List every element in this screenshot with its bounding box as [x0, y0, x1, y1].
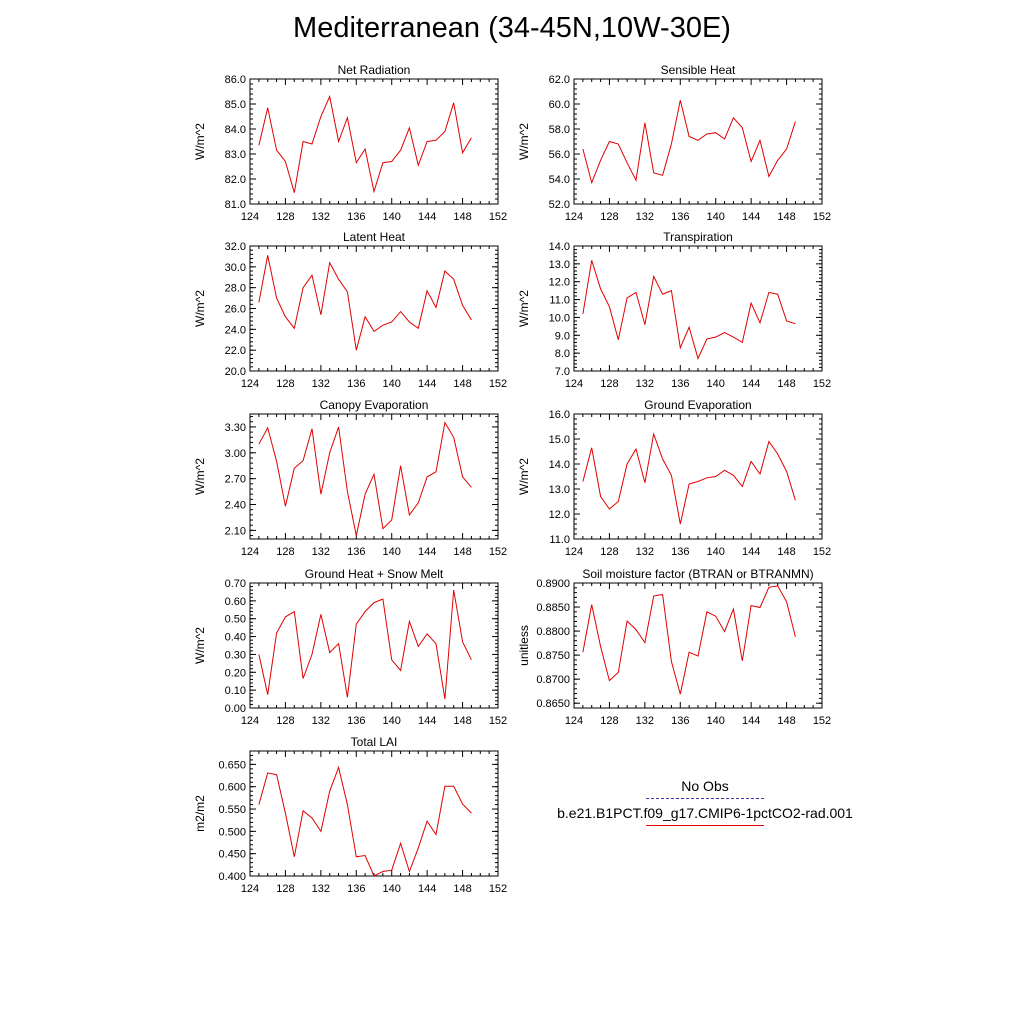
x-tick-label: 124 [240, 883, 260, 895]
y-tick-label: 56.0 [548, 149, 570, 161]
x-tick-label: 140 [382, 378, 401, 390]
y-tick-label: 7.0 [554, 366, 570, 378]
y-tick-label: 0.8850 [536, 602, 570, 615]
x-tick-label: 140 [382, 211, 401, 223]
y-tick-label: 14.0 [548, 241, 570, 253]
y-tick-label: 11.0 [549, 294, 570, 307]
x-tick-label: 140 [706, 211, 725, 223]
x-tick-label: 136 [347, 883, 366, 895]
y-tick-label: 11.0 [549, 534, 570, 546]
chart-panel-7 [193, 567, 507, 727]
x-tick-label: 140 [382, 715, 401, 727]
plot-frame [574, 414, 822, 539]
x-tick-label: 136 [671, 546, 690, 558]
y-tick-label: 54.0 [548, 174, 570, 186]
y-tick-label: 0.40 [224, 631, 246, 644]
y-tick-label: 0.8750 [536, 650, 570, 663]
figure-title: Mediterranean (34-45N,10W-30E) [293, 12, 731, 44]
y-tick-label: 8.0 [554, 348, 570, 361]
y-tick-label: 0.8650 [536, 698, 570, 711]
x-tick-label: 148 [453, 715, 472, 727]
x-tick-label: 128 [276, 211, 295, 223]
x-tick-label: 124 [564, 211, 584, 223]
plot-frame [574, 246, 822, 371]
chart-panel-1 [193, 63, 507, 223]
y-axis-label: W/m^2 [193, 627, 207, 664]
x-tick-label: 124 [240, 378, 260, 390]
series-line [583, 434, 796, 524]
y-tick-label: 30.0 [224, 261, 246, 274]
y-tick-label: 28.0 [224, 282, 246, 295]
x-tick-label: 144 [741, 546, 761, 558]
x-tick-label: 132 [635, 211, 655, 223]
y-tick-label: 0.00 [224, 703, 246, 715]
x-tick-label: 132 [311, 883, 331, 895]
y-tick-label: 0.500 [218, 826, 246, 839]
x-tick-label: 148 [777, 715, 796, 727]
y-tick-label: 15.0 [548, 434, 570, 446]
x-tick-label: 132 [311, 378, 331, 390]
plot-frame [250, 583, 498, 708]
x-tick-label: 136 [347, 546, 366, 558]
x-tick-label: 152 [812, 211, 832, 223]
y-tick-label: 0.600 [218, 781, 246, 794]
y-tick-label: 3.00 [224, 447, 246, 460]
y-tick-label: 0.60 [224, 595, 246, 608]
legend-obs-swatch [646, 798, 764, 799]
x-tick-label: 148 [453, 883, 472, 895]
y-tick-label: 12.0 [548, 276, 570, 289]
y-tick-label: 58.0 [548, 124, 570, 136]
legend-model-label: b.e21.B1PCT.f09_g17.CMIP6-1pctCO2-rad.001 [557, 805, 853, 821]
chart-panel-3 [193, 230, 507, 390]
x-tick-label: 132 [635, 546, 655, 558]
y-tick-label: 82.0 [224, 174, 246, 186]
y-tick-label: 3.30 [224, 421, 246, 434]
x-tick-label: 128 [600, 715, 619, 727]
series-line [259, 97, 472, 193]
y-tick-label: 22.0 [224, 345, 246, 358]
y-tick-label: 10.0 [548, 312, 570, 325]
y-tick-label: 24.0 [224, 324, 246, 337]
y-tick-label: 83.0 [224, 149, 246, 161]
series-line [259, 590, 472, 699]
y-tick-label: 81.0 [224, 199, 246, 211]
y-axis-label: W/m^2 [193, 458, 207, 495]
plot-frame [574, 583, 822, 708]
x-tick-label: 132 [311, 715, 331, 727]
panel-title: Ground Evaporation [644, 398, 752, 412]
x-tick-label: 136 [671, 378, 690, 390]
y-tick-label: 85.0 [224, 99, 246, 111]
x-tick-label: 124 [564, 378, 584, 390]
x-tick-label: 136 [347, 715, 366, 727]
y-tick-label: 20.0 [224, 366, 246, 378]
x-tick-label: 144 [417, 211, 437, 223]
x-tick-label: 152 [488, 715, 508, 727]
y-tick-label: 12.0 [548, 509, 570, 521]
x-tick-label: 144 [417, 883, 437, 895]
x-tick-label: 152 [812, 715, 832, 727]
panel-title: Net Radiation [337, 63, 411, 77]
y-tick-label: 84.0 [224, 124, 246, 136]
y-tick-label: 60.0 [548, 99, 570, 111]
series-line [583, 586, 796, 694]
x-tick-label: 152 [488, 378, 508, 390]
y-tick-label: 0.450 [218, 848, 246, 861]
x-tick-label: 136 [671, 211, 690, 223]
y-tick-label: 62.0 [548, 74, 570, 86]
x-tick-label: 148 [453, 546, 472, 558]
y-tick-label: 14.0 [548, 459, 570, 471]
x-tick-label: 152 [488, 883, 508, 895]
y-tick-label: 2.70 [224, 473, 246, 486]
x-tick-label: 152 [488, 546, 508, 558]
x-tick-label: 124 [240, 211, 260, 223]
x-tick-label: 128 [600, 546, 619, 558]
x-tick-label: 144 [741, 211, 761, 223]
series-line [583, 260, 796, 358]
x-tick-label: 148 [453, 378, 472, 390]
x-tick-label: 124 [240, 546, 260, 558]
y-tick-label: 0.70 [224, 578, 246, 590]
x-tick-label: 144 [417, 715, 437, 727]
y-tick-label: 2.40 [224, 499, 246, 512]
series-line [259, 423, 472, 536]
panel-title: Transpiration [663, 230, 733, 244]
y-axis-label: W/m^2 [193, 290, 207, 327]
chart-panel-5 [193, 398, 507, 558]
x-tick-label: 144 [741, 715, 761, 727]
x-tick-label: 148 [777, 546, 796, 558]
legend-obs-label: No Obs [681, 778, 729, 794]
x-tick-label: 136 [347, 378, 366, 390]
chart-panel-4 [517, 230, 831, 390]
y-tick-label: 16.0 [548, 409, 570, 421]
panel-title: Canopy Evaporation [319, 398, 429, 412]
chart-panel-8 [517, 567, 831, 727]
y-axis-label: W/m^2 [517, 290, 531, 327]
y-tick-label: 0.550 [218, 804, 246, 817]
plot-frame [250, 751, 498, 876]
plot-frame [250, 246, 498, 371]
x-tick-label: 132 [635, 378, 655, 390]
x-tick-label: 152 [812, 546, 832, 558]
x-tick-label: 132 [311, 211, 331, 223]
y-axis-label: W/m^2 [517, 458, 531, 495]
x-tick-label: 148 [777, 378, 796, 390]
series-line [583, 100, 796, 182]
series-line [259, 768, 472, 877]
panel-title: Soil moisture factor (BTRAN or BTRANMN) [582, 567, 814, 581]
x-tick-label: 148 [453, 211, 472, 223]
x-tick-label: 136 [347, 211, 366, 223]
x-tick-label: 124 [240, 715, 260, 727]
y-tick-label: 13.0 [548, 258, 570, 271]
y-tick-label: 0.50 [224, 613, 246, 626]
y-tick-label: 13.0 [548, 484, 570, 496]
x-tick-label: 128 [600, 378, 619, 390]
panel-title: Sensible Heat [660, 63, 736, 77]
legend-model-swatch [646, 825, 764, 826]
chart-panel-2 [517, 63, 831, 223]
x-tick-label: 152 [488, 211, 508, 223]
legend [520, 778, 890, 832]
x-tick-label: 128 [276, 378, 295, 390]
y-tick-label: 0.30 [224, 649, 246, 662]
y-tick-label: 0.400 [218, 871, 246, 883]
panel-title: Ground Heat + Snow Melt [304, 567, 444, 581]
y-tick-label: 52.0 [548, 199, 570, 211]
x-tick-label: 152 [812, 378, 832, 390]
x-tick-label: 140 [706, 378, 725, 390]
y-tick-label: 9.0 [554, 330, 570, 343]
y-tick-label: 26.0 [224, 303, 246, 316]
y-axis-label: unitless [517, 625, 531, 666]
x-tick-label: 140 [382, 883, 401, 895]
y-tick-label: 0.10 [224, 685, 246, 698]
chart-panel-6 [517, 398, 831, 558]
x-tick-label: 144 [417, 546, 437, 558]
y-tick-label: 0.8900 [536, 578, 570, 590]
y-axis-label: m2/m2 [193, 795, 207, 832]
y-axis-label: W/m^2 [517, 123, 531, 160]
x-tick-label: 144 [741, 378, 761, 390]
x-tick-label: 128 [276, 715, 295, 727]
chart-panel-9 [193, 735, 507, 895]
x-tick-label: 124 [564, 546, 584, 558]
y-tick-label: 0.8800 [536, 626, 570, 639]
x-tick-label: 148 [777, 211, 796, 223]
y-axis-label: W/m^2 [193, 123, 207, 160]
series-line [259, 255, 472, 350]
x-tick-label: 140 [382, 546, 401, 558]
x-tick-label: 140 [706, 715, 725, 727]
x-tick-label: 128 [600, 211, 619, 223]
x-tick-label: 128 [276, 883, 295, 895]
x-tick-label: 132 [311, 546, 331, 558]
x-tick-label: 128 [276, 546, 295, 558]
y-tick-label: 0.20 [224, 667, 246, 680]
y-tick-label: 0.650 [218, 759, 246, 772]
y-tick-label: 86.0 [224, 74, 246, 86]
panel-title: Total LAI [350, 735, 398, 749]
y-tick-label: 32.0 [224, 241, 246, 253]
x-tick-label: 124 [564, 715, 584, 727]
x-tick-label: 144 [417, 378, 437, 390]
x-tick-label: 132 [635, 715, 655, 727]
panel-title: Latent Heat [342, 230, 406, 244]
x-tick-label: 140 [706, 546, 725, 558]
y-tick-label: 0.8700 [536, 674, 570, 687]
x-tick-label: 136 [671, 715, 690, 727]
y-tick-label: 2.10 [224, 525, 246, 538]
